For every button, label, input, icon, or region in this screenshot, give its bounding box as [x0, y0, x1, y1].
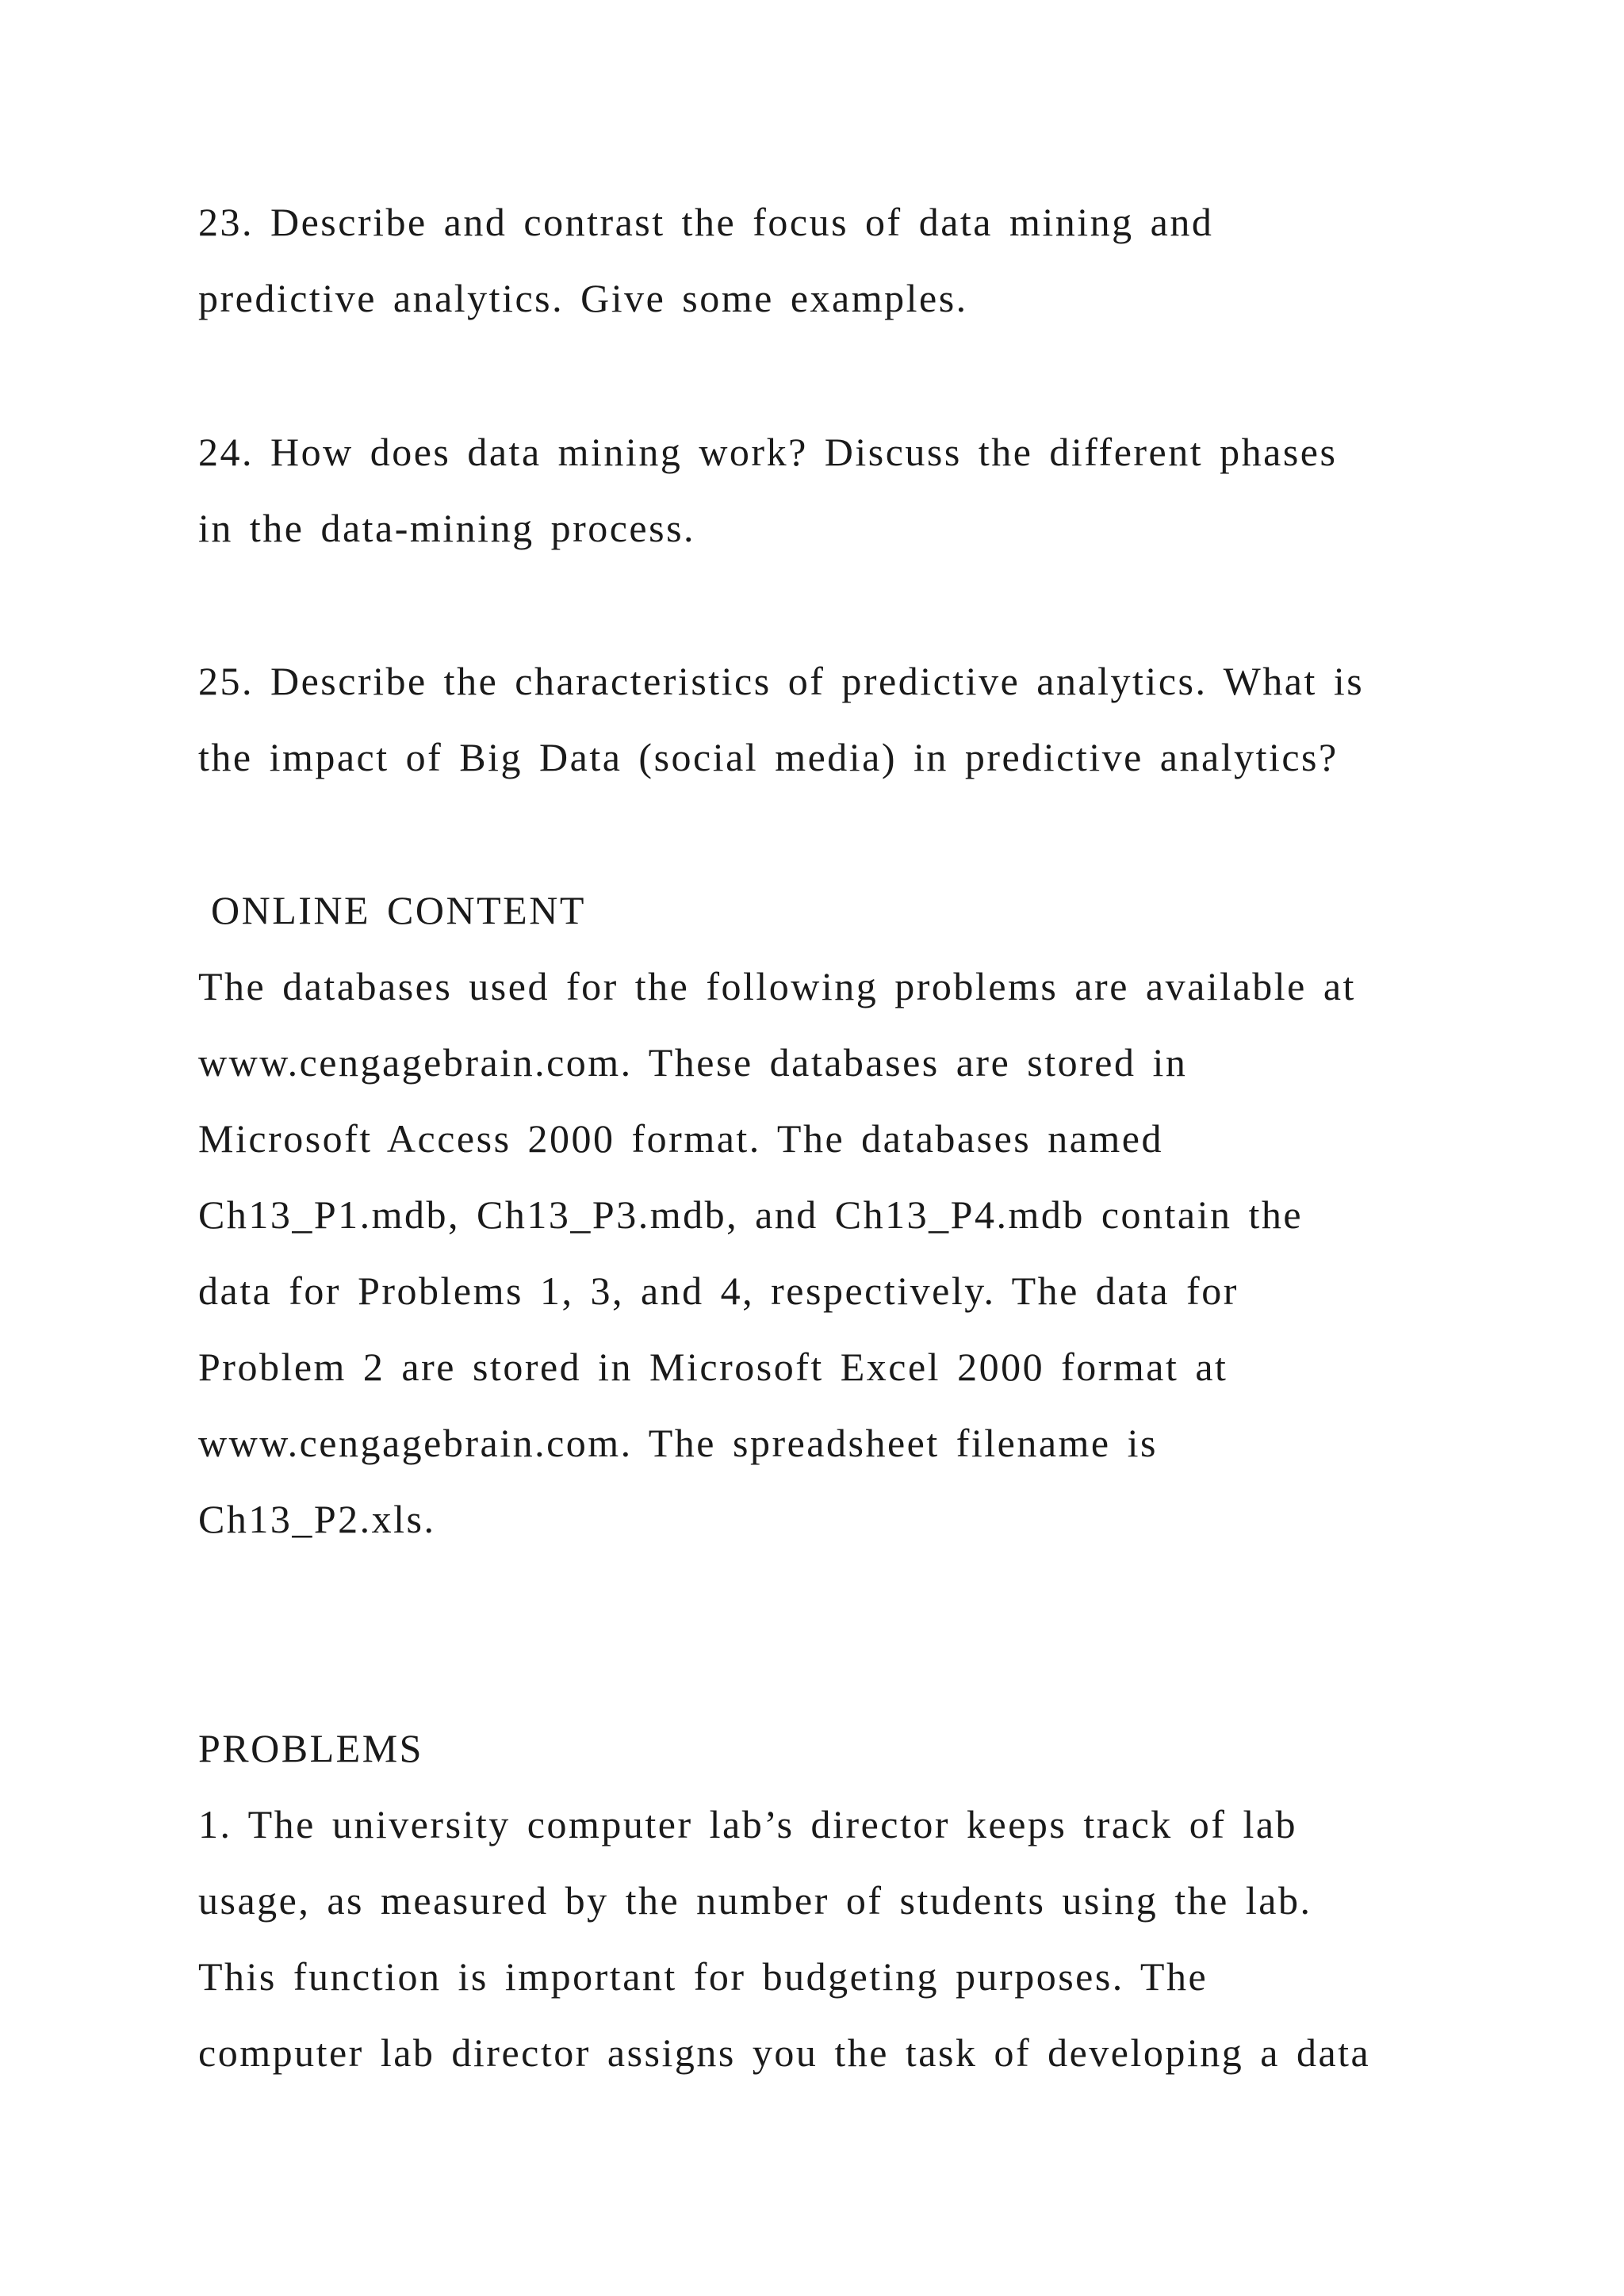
online-content-line-4: Ch13_P1.mdb, Ch13_P3.mdb, and Ch13_P4.mdb contain the [198, 1192, 1304, 1237]
question-25-line-2: the impact of Big Data (social media) in predictive analytics? [198, 735, 1339, 779]
problem-1-line-1: 1. The university computer lab’s director keeps track of lab [198, 1802, 1298, 1846]
online-content-line-2: www.cengagebrain.com. These databases are stored in [198, 1040, 1188, 1085]
online-content-line-1: The databases used for the following problems are available at [198, 964, 1356, 1008]
question-23-line-1: 23. Describe and contrast the focus of data mining and [198, 200, 1214, 244]
problems-heading: PROBLEMS [198, 1726, 423, 1770]
question-24-line-2: in the data-mining process. [198, 506, 696, 550]
problem-1-line-4: computer lab director assigns you the task of developing a data [198, 2030, 1371, 2075]
online-content-line-6: Problem 2 are stored in Microsoft Excel 2000 format at [198, 1345, 1228, 1389]
question-24-line-1: 24. How does data mining work? Discuss the different phases [198, 430, 1338, 474]
online-content-line-3: Microsoft Access 2000 format. The databases named [198, 1116, 1163, 1161]
online-content-line-5: data for Problems 1, 3, and 4, respectively. The data for [198, 1269, 1239, 1313]
question-25-line-1: 25. Describe the characteristics of predictive analytics. What is [198, 659, 1365, 703]
online-content-heading: ONLINE CONTENT [211, 888, 586, 932]
online-content-line-7: www.cengagebrain.com. The spreadsheet filename is [198, 1421, 1158, 1465]
question-23-line-2: predictive analytics. Give some examples. [198, 276, 968, 320]
problem-1-line-3: This function is important for budgeting purposes. The [198, 1954, 1208, 1999]
problem-1-line-2: usage, as measured by the number of students using the lab. [198, 1878, 1312, 1923]
online-content-line-8: Ch13_P2.xls. [198, 1497, 436, 1541]
